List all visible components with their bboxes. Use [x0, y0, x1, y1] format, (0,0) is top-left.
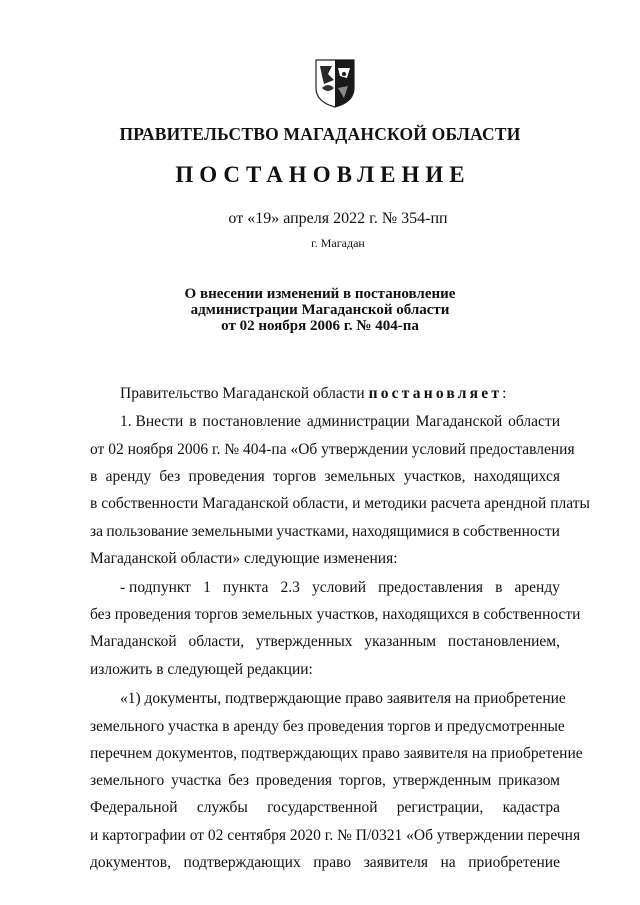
- body-word: торгов: [273, 468, 317, 485]
- body-word: находящимися: [351, 523, 449, 540]
- body-word: собственности: [463, 523, 560, 540]
- body-line: [120, 578, 560, 598]
- body-word: право: [313, 854, 352, 871]
- body-word: документов,: [90, 854, 171, 871]
- document-subject: [0, 286, 640, 334]
- body-line: без проведения торгов земельных участков, находящихся в собственности: [90, 606, 581, 623]
- body-word: в: [452, 523, 460, 540]
- subject-line: от 02 ноября 2006 г. № 404-па: [221, 318, 419, 334]
- body-word: участками,: [276, 523, 349, 540]
- body-word: пользование: [106, 523, 189, 540]
- body-line: перечнем документов, подтверждающих право заявителя на приобретение: [90, 745, 583, 762]
- body-word: Федеральной: [90, 799, 178, 816]
- body-word: условий: [311, 579, 367, 596]
- body-word: регистрации,: [396, 799, 484, 816]
- body-word: государственной: [267, 799, 378, 816]
- body-word: проведения: [188, 468, 265, 485]
- body-word: 1: [203, 579, 211, 596]
- body-line: от 02 ноября 2006 г. № 404-па «Об утверждении условий предоставления: [90, 441, 575, 458]
- body-word: за: [90, 523, 104, 540]
- body-line: Магаданской области» следующие изменения:: [90, 550, 398, 567]
- body-word: без: [228, 772, 250, 789]
- body-line: [90, 853, 560, 873]
- preamble: [120, 384, 506, 404]
- preamble-verb: постановляет: [368, 385, 503, 402]
- body-word: кадастра: [502, 799, 560, 816]
- body-line: земельного участка в аренду без проведения торгов и предусмотренные: [90, 718, 565, 735]
- body-word: участка: [171, 772, 222, 789]
- body-word: участков,: [403, 468, 466, 485]
- body-word: администрации: [306, 413, 410, 430]
- body-word: утвержденным: [392, 772, 492, 789]
- body-word: 2.3: [280, 579, 300, 596]
- body-line: [120, 412, 560, 432]
- body-line: [90, 632, 560, 652]
- date-number-line: от «19» апреля 2022 г. № 354-пп: [228, 210, 448, 227]
- body-word: - подпункт: [120, 579, 191, 596]
- body-word: на: [440, 854, 456, 871]
- body-line: [90, 798, 560, 818]
- body-word: торгов,: [338, 772, 386, 789]
- body-word: 1. Внести: [120, 413, 184, 430]
- body-line: в собственности Магаданской области, и методики расчета арендной платы: [90, 495, 590, 512]
- body-line: «1) документы, подтверждающие право заявителя на приобретение: [120, 690, 566, 707]
- body-word: области,: [188, 633, 245, 650]
- body-word: указанным: [364, 633, 437, 650]
- body-word: земельными: [191, 523, 273, 540]
- body-line: [90, 771, 560, 791]
- body-line: [90, 467, 560, 487]
- body-line: изложить в следующей редакции:: [90, 661, 313, 678]
- subject-line: администрации Магаданской области: [190, 302, 450, 318]
- body-word: в: [90, 468, 98, 485]
- body-word: заявителя: [363, 854, 428, 871]
- body-line: [90, 522, 560, 542]
- body-word: земельных: [324, 468, 396, 485]
- body-word: предоставления: [378, 579, 484, 596]
- body-word: земельного: [90, 772, 165, 789]
- body-word: находящихся: [473, 468, 560, 485]
- body-word: службы: [196, 799, 248, 816]
- body-word: Магаданской: [90, 633, 177, 650]
- city-line: г. Магадан: [311, 236, 365, 250]
- body-word: в: [189, 413, 197, 430]
- preamble-colon: :: [502, 385, 507, 402]
- body-word: постановление: [202, 413, 301, 430]
- body-word: утвержденных: [255, 633, 353, 650]
- body-word: аренду: [514, 579, 560, 596]
- body-word: приказом: [498, 772, 560, 789]
- magadan-coat-of-arms-icon: [314, 58, 356, 108]
- body-word: пункта: [222, 579, 269, 596]
- body-word: Магаданской: [415, 413, 503, 430]
- body-word: приобретение: [468, 854, 560, 871]
- document-type: ПОСТАНОВЛЕНИЕ: [175, 162, 471, 187]
- body-word: аренду: [105, 468, 152, 485]
- body-word: в: [495, 579, 503, 596]
- body-word: постановлением,: [447, 633, 560, 650]
- subject-line: О внесении изменений в постановление: [184, 286, 456, 302]
- body-word: без: [159, 468, 181, 485]
- preamble-text: Правительство Магаданской области: [120, 385, 365, 402]
- body-word: проведения: [255, 772, 333, 789]
- body-word: области: [508, 413, 560, 430]
- body-line: и картографии от 02 сентября 2020 г. № П/0321 «Об утверждении перечня: [90, 827, 581, 844]
- body-word: подтверждающих: [183, 854, 301, 871]
- government-title: ПРАВИТЕЛЬСТВО МАГАДАНСКОЙ ОБЛАСТИ: [119, 124, 521, 144]
